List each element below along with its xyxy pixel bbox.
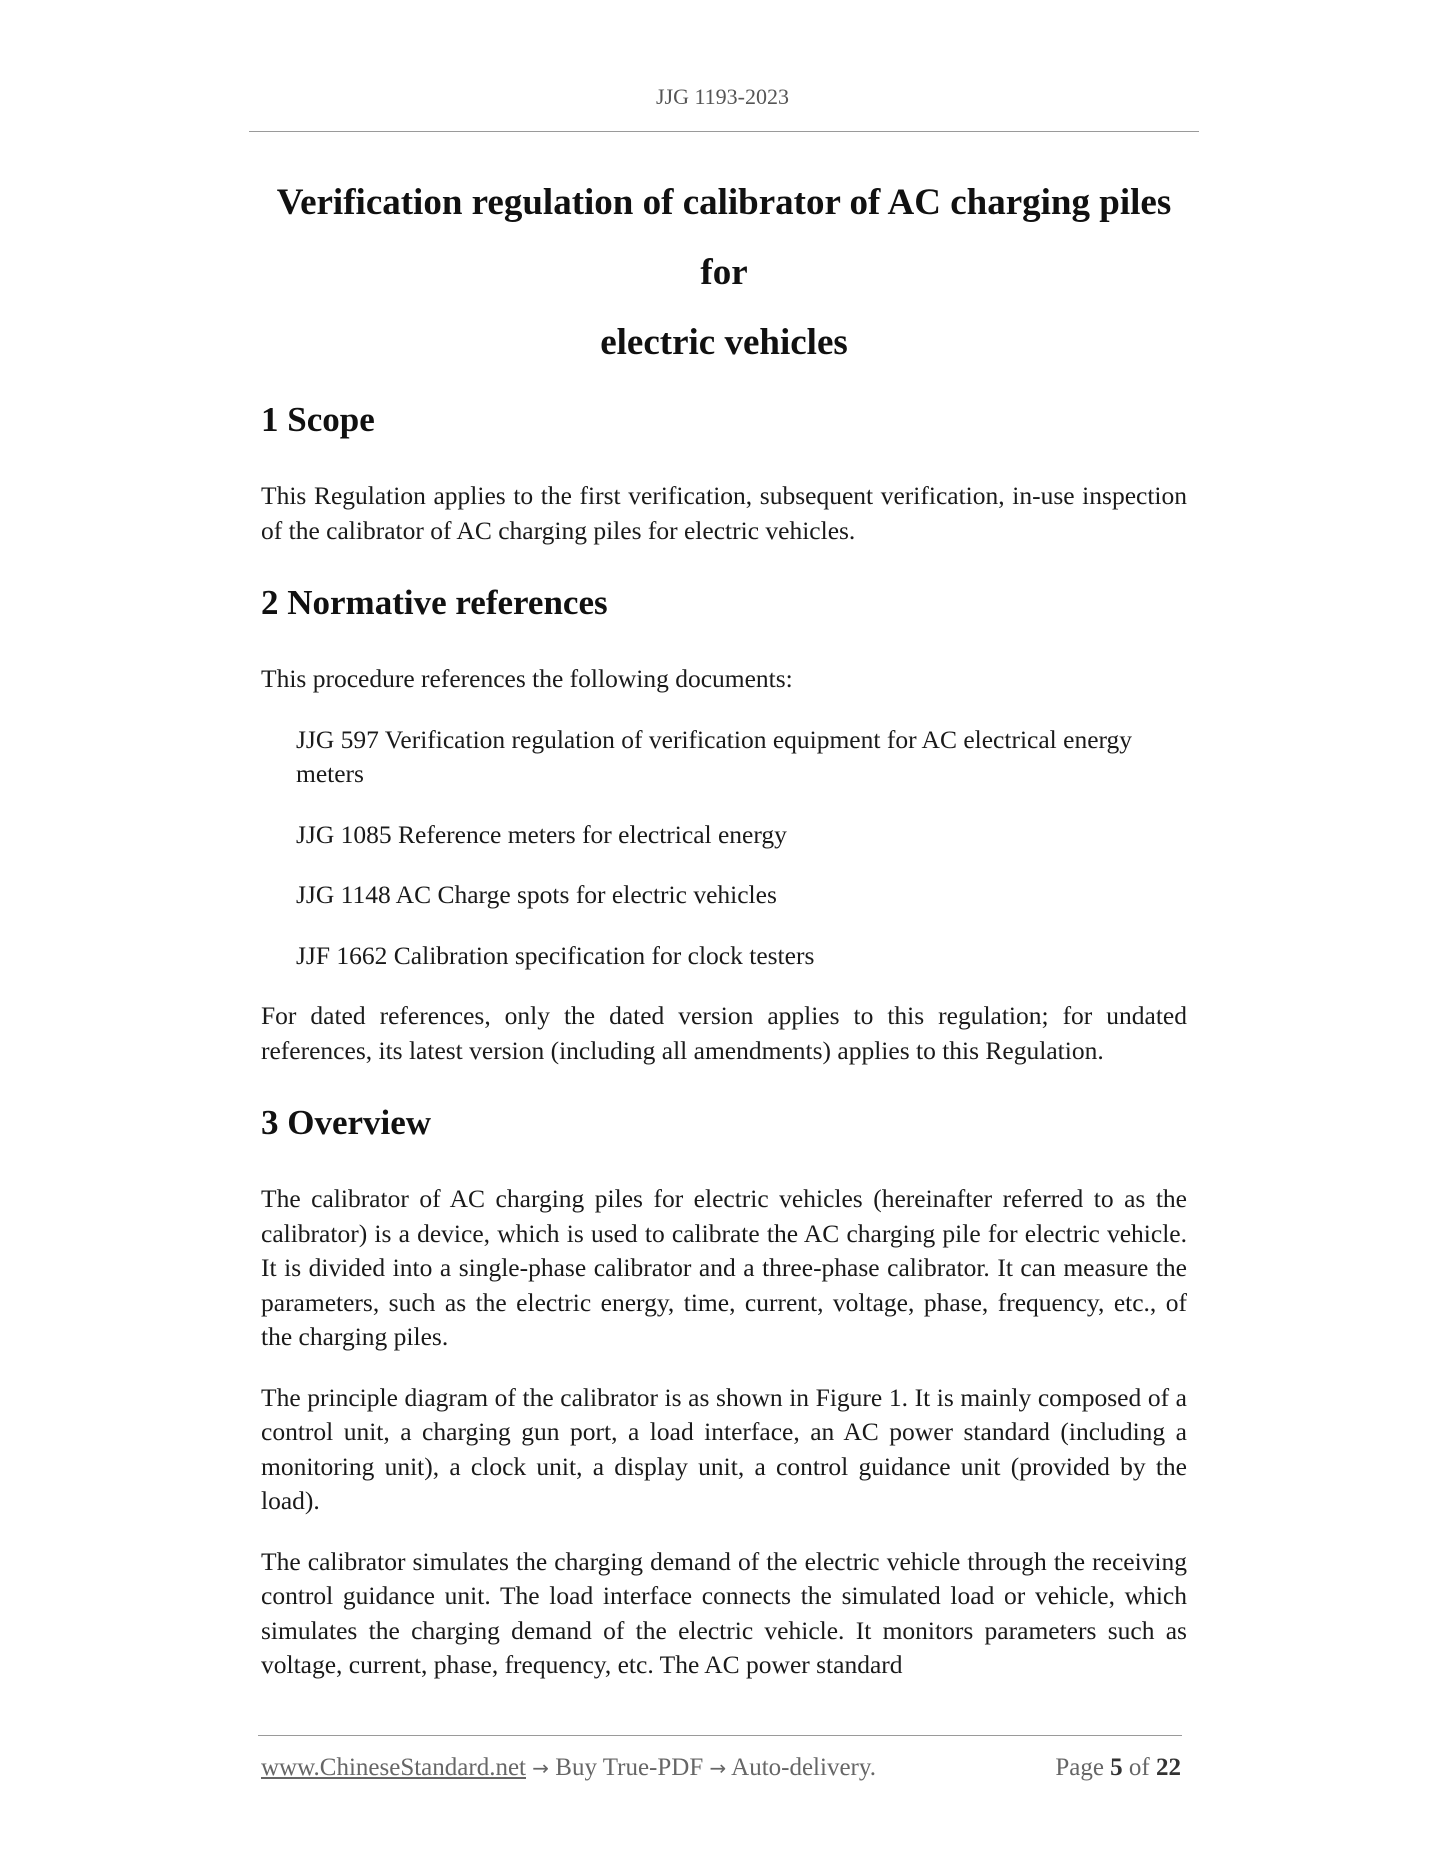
buy-pdf-text: Buy True-PDF [555, 1754, 704, 1781]
document-body [261, 395, 1187, 1709]
section-heading-normative-references: 2 Normative references [261, 583, 608, 622]
reference-item: JJG 1148 AC Charge spots for electric vehicles [296, 880, 777, 909]
section-heading-scope: 1 Scope [261, 400, 375, 439]
normative-closing: For dated references, only the dated version applies to this regulation; for undated references, its latest version (including all amendments) applies to this Regulation. [261, 1001, 1187, 1065]
normative-intro: This procedure references the following documents: [261, 664, 793, 693]
reference-item: JJG 1085 Reference meters for electrical energy [296, 819, 787, 849]
site-link[interactable]: www.ChineseStandard.net [261, 1754, 526, 1781]
overview-paragraph: The principle diagram of the calibrator is as shown in Figure 1. It is mainly composed of a control unit, a charging gun port, a load interface, an AC power standard (including a monitoring unit), a clock unit, a display unit, a control guidance unit (provided by the load). [261, 1382, 1187, 1515]
arrow-right-icon: → [532, 1756, 550, 1780]
document-title-line-2: electric vehicles [600, 322, 848, 363]
total-pages: 22 [1156, 1754, 1181, 1781]
current-page: 5 [1110, 1754, 1123, 1781]
footer-divider [258, 1735, 1182, 1736]
overview-paragraph: The calibrator of AC charging piles for electric vehicles (hereinafter referred to as the calibrator) is a device, which is used to calibrate the AC charging pile for electric vehicle. It is divided into a single-phase calibrator and a three-phase calibrator. It can measure the parameters, such as the electric energy, time, current, voltage, phase, frequency, etc., of the charging piles. [261, 1184, 1187, 1351]
arrow-right-icon: → [709, 1756, 727, 1780]
document-title [249, 168, 1199, 378]
reference-item: JJF 1662 Calibration specification for clock testers [296, 940, 815, 970]
overview-paragraph: The calibrator simulates the charging demand of the electric vehicle through the receiving control guidance unit. The load interface connects the simulated load or vehicle, which simulates the charging demand of the electric vehicle. It monitors parameters such as voltage, current, phase, frequency, etc. The AC power standard [261, 1546, 1187, 1679]
section-heading-overview: 3 Overview [261, 1103, 432, 1142]
document-title-line-1: Verification regulation of calibrator of AC charging piles for [276, 182, 1172, 293]
header-divider [249, 131, 1199, 132]
auto-delivery-text: Auto-delivery. [731, 1754, 877, 1781]
reference-item: JJG 597 Verification regulation of verification equipment for AC electrical energy meters [296, 724, 1133, 788]
scope-paragraph: This Regulation applies to the first verification, subsequent verification, in-use inspection of the calibrator of AC charging piles for electric vehicles. [261, 481, 1187, 545]
reference-list [261, 723, 1187, 974]
running-header: JJG 1193-2023 [655, 84, 790, 109]
page-footer [261, 1751, 1181, 1785]
page-number: Page 5 of 22 [1055, 1754, 1181, 1781]
